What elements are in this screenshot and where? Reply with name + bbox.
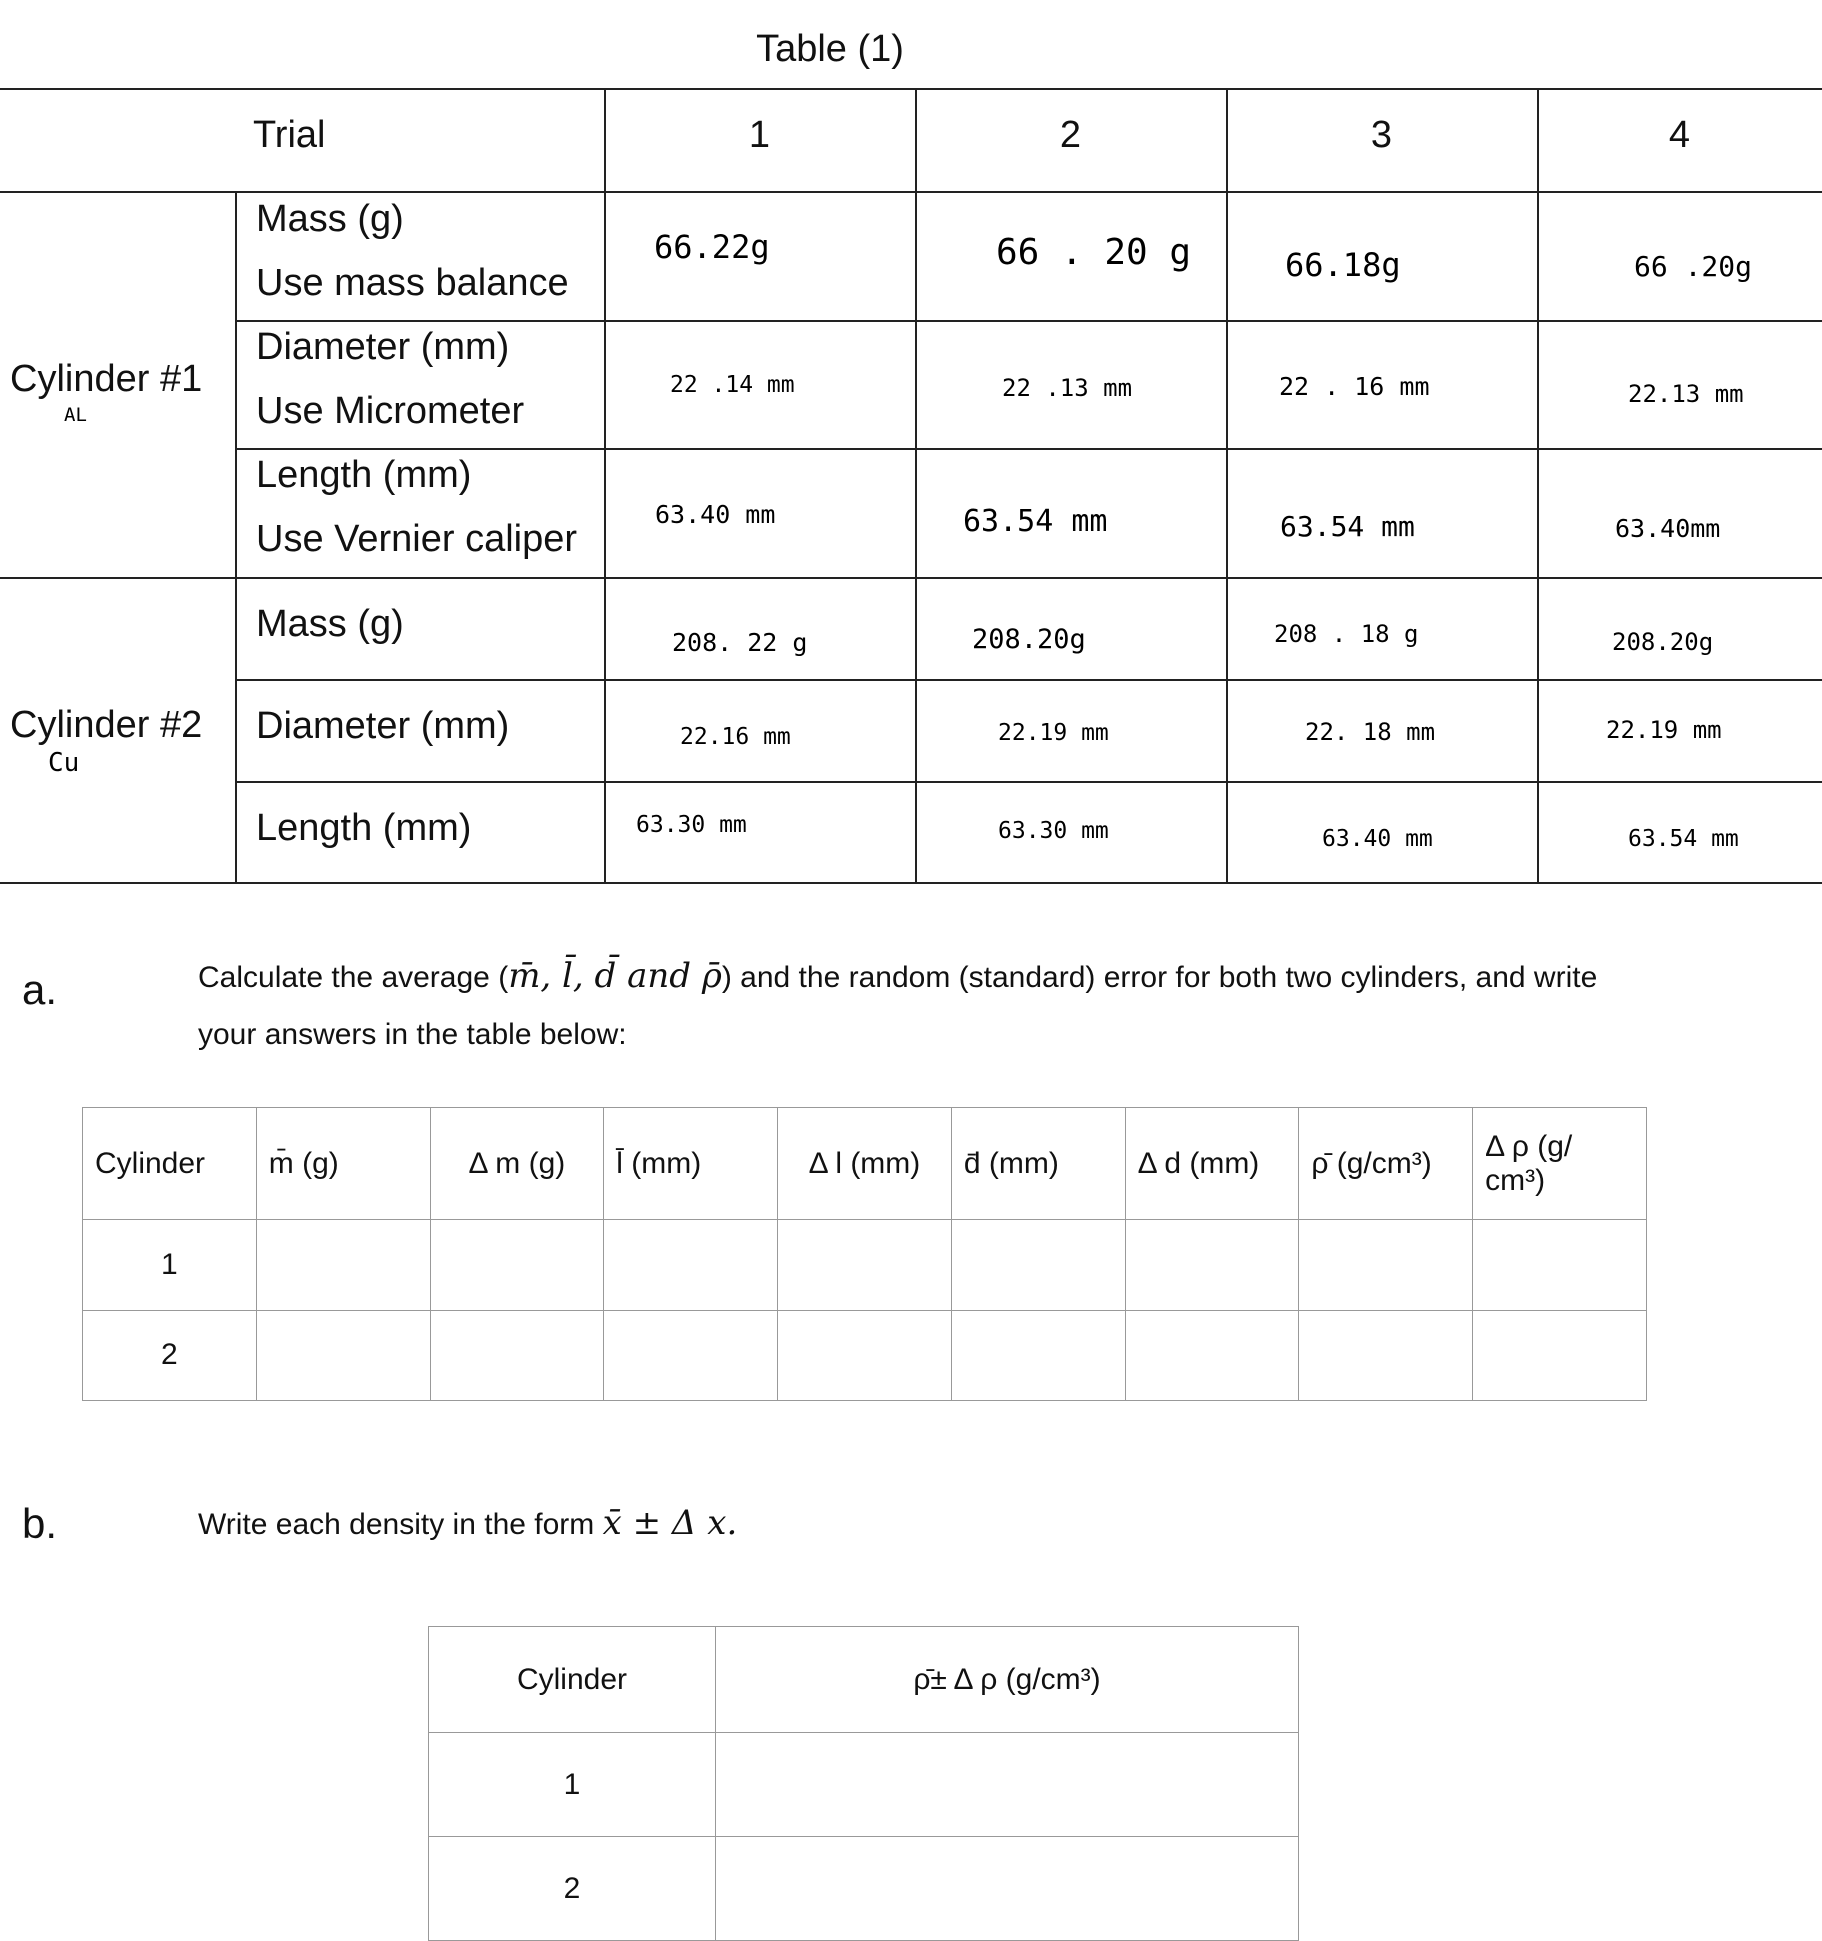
column-header: Cylinder xyxy=(83,1108,257,1220)
answer-cell[interactable] xyxy=(604,1220,778,1310)
handwritten-value: 66 . 20 g xyxy=(996,232,1192,273)
table1-group-divider xyxy=(0,577,1822,579)
column-header: m̄ (g) xyxy=(256,1108,430,1220)
handwritten-value: 22 .14 mm xyxy=(670,372,795,398)
handwritten-value: 22. 18 mm xyxy=(1305,718,1436,746)
column-header: Cylinder xyxy=(429,1627,716,1733)
answer-cell[interactable] xyxy=(1473,1310,1647,1400)
handwritten-value: 66.18g xyxy=(1285,246,1401,284)
handwritten-value: 63.30 mm xyxy=(998,818,1109,844)
table1-row-divider xyxy=(235,679,1822,681)
answer-cell[interactable] xyxy=(1299,1220,1473,1310)
answer-cell[interactable] xyxy=(256,1310,430,1400)
answer-cell[interactable] xyxy=(778,1220,952,1310)
answer-table-b xyxy=(428,1626,1299,1941)
handwritten-value: 63.40 mm xyxy=(1322,826,1433,852)
column-header: Δ ρ (g/ cm³) xyxy=(1473,1108,1647,1220)
answer-cell[interactable] xyxy=(1125,1220,1299,1310)
answer-cell[interactable] xyxy=(430,1310,604,1400)
table-row xyxy=(83,1220,1647,1310)
row-number: 2 xyxy=(429,1837,716,1941)
row-label: Mass (g) xyxy=(256,198,404,240)
cylinder2-material-handwritten: Cu xyxy=(48,748,80,778)
column-header: Δ l (mm) xyxy=(778,1108,952,1220)
handwritten-value: 208. 22 g xyxy=(672,628,808,657)
handwritten-value: 208.20g xyxy=(972,624,1086,655)
handwritten-value: 208 . 18 g xyxy=(1274,620,1419,648)
table-header-row xyxy=(83,1108,1647,1220)
trial-number: 1 xyxy=(748,114,771,156)
table-header-row xyxy=(429,1627,1299,1733)
table1-row-divider xyxy=(235,781,1822,783)
table1-header-border xyxy=(0,191,1822,193)
table1-row-divider xyxy=(235,448,1822,450)
instruction-math: x̄ ± Δ x. xyxy=(602,1503,738,1543)
part-a-marker: a. xyxy=(22,966,58,1013)
instruction-text: ) and the random (standard) error for both two cylinders, and write xyxy=(721,961,1598,994)
table1-top-border xyxy=(0,88,1822,90)
row-label: Mass (g) xyxy=(256,603,404,645)
handwritten-value: 208.20g xyxy=(1612,628,1714,656)
handwritten-value: 22.13 mm xyxy=(1628,380,1744,408)
row-label: Length (mm) xyxy=(256,807,472,849)
part-a-instruction-line1 xyxy=(198,956,1597,996)
instruction-text: Calculate the average ( xyxy=(198,961,509,994)
column-header: ρ̄± Δ ρ (g/cm³) xyxy=(716,1627,1299,1733)
table-row xyxy=(429,1733,1299,1837)
answer-cell[interactable] xyxy=(951,1310,1125,1400)
part-b-marker: b. xyxy=(22,1500,58,1547)
trial-number: 2 xyxy=(1059,114,1082,156)
instruction-text: Write each density in the form xyxy=(198,1508,603,1541)
row-label: Diameter (mm) xyxy=(256,326,510,368)
row-sublabel: Use mass balance xyxy=(256,262,569,304)
handwritten-value: 22.19 mm xyxy=(998,720,1109,746)
row-label: Diameter (mm) xyxy=(256,705,510,747)
row-sublabel: Use Micrometer xyxy=(256,390,525,432)
handwritten-value: 22 . 16 mm xyxy=(1279,372,1430,401)
column-header: Δ d (mm) xyxy=(1125,1108,1299,1220)
trial-number: 3 xyxy=(1370,114,1393,156)
column-header: d̄ (mm) xyxy=(951,1108,1125,1220)
answer-cell[interactable] xyxy=(1125,1310,1299,1400)
table1-bottom-border xyxy=(0,882,1822,884)
row-number: 1 xyxy=(83,1220,257,1310)
table-row xyxy=(83,1310,1647,1400)
table1-col-divider xyxy=(915,88,917,882)
trial-number: 4 xyxy=(1668,114,1691,156)
answer-cell[interactable] xyxy=(778,1310,952,1400)
handwritten-value: 63.54 mm xyxy=(1280,510,1415,543)
table1-col-divider xyxy=(1537,88,1539,882)
trial-header: Trial xyxy=(253,114,326,156)
handwritten-value: 66 .20g xyxy=(1634,250,1753,283)
answer-cell[interactable] xyxy=(716,1733,1299,1837)
answer-cell[interactable] xyxy=(430,1220,604,1310)
handwritten-value: 63.54 mm xyxy=(963,504,1108,539)
answer-cell[interactable] xyxy=(951,1220,1125,1310)
handwritten-value: 63.30 mm xyxy=(636,812,747,838)
column-header: l̄ (mm) xyxy=(604,1108,778,1220)
handwritten-value: 63.40 mm xyxy=(655,500,776,529)
handwritten-value: 22 .13 mm xyxy=(1002,374,1133,402)
table1-col-divider xyxy=(235,191,237,882)
cylinder1-material-handwritten: AL xyxy=(64,404,87,426)
answer-cell[interactable] xyxy=(716,1837,1299,1941)
table1-row-divider xyxy=(235,320,1822,322)
answer-cell[interactable] xyxy=(1299,1310,1473,1400)
table-row xyxy=(429,1837,1299,1941)
handwritten-value: 66.22g xyxy=(654,228,770,266)
answer-table-a xyxy=(82,1107,1647,1401)
answer-cell[interactable] xyxy=(604,1310,778,1400)
handwritten-value: 22.19 mm xyxy=(1606,716,1722,744)
instruction-math: m̄, l̄, d̄ and ρ̄ xyxy=(508,956,722,996)
row-number: 1 xyxy=(429,1733,716,1837)
column-header: ρ̄ (g/cm³) xyxy=(1299,1108,1473,1220)
row-label: Length (mm) xyxy=(256,454,472,496)
row-sublabel: Use Vernier caliper xyxy=(256,518,578,560)
part-a-instruction-line2: your answers in the table below: xyxy=(198,1018,627,1051)
part-b-instruction xyxy=(198,1503,737,1543)
cylinder2-name: Cylinder #2 xyxy=(10,704,203,746)
answer-cell[interactable] xyxy=(1473,1220,1647,1310)
answer-cell[interactable] xyxy=(256,1220,430,1310)
handwritten-value: 22.16 mm xyxy=(680,724,791,750)
row-number: 2 xyxy=(83,1310,257,1400)
handwritten-value: 63.40mm xyxy=(1615,514,1721,543)
column-header: Δ m (g) xyxy=(430,1108,604,1220)
cylinder1-name: Cylinder #1 xyxy=(10,358,203,400)
table1-col-divider xyxy=(604,88,606,882)
handwritten-value: 63.54 mm xyxy=(1628,826,1739,852)
table1-caption: Table (1) xyxy=(756,28,904,70)
table1-col-divider xyxy=(1226,88,1228,882)
